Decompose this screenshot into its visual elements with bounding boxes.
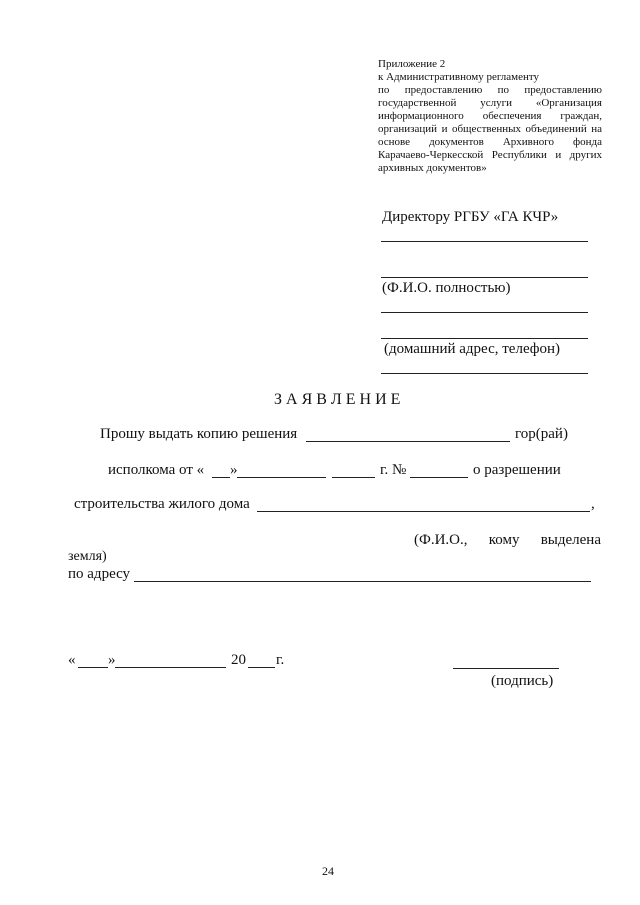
executive-committee-text: исполкома от « [108, 462, 205, 478]
appendix-line: государственной услуги «Организация [378, 97, 602, 109]
house-blank [257, 511, 590, 512]
director-label: Директору РГБУ «ГА КЧР» [382, 209, 559, 225]
signature-blank [453, 668, 559, 669]
addressee-blank-line [381, 338, 588, 339]
month-blank [237, 477, 326, 478]
decision-blank [306, 441, 510, 442]
date-year-blank [248, 667, 275, 668]
page-title: З А Я В Л Е Н И Е [274, 391, 401, 408]
year-blank [332, 477, 375, 478]
address-label: по адресу [68, 566, 131, 582]
date-month-blank [115, 667, 226, 668]
addressee-blank-line [381, 241, 588, 242]
comma: , [591, 496, 595, 512]
fio-land-hint: (Ф.И.О., кому выделена [414, 532, 601, 548]
appendix-line: Карачаево-Черкесской Республики и других [378, 149, 602, 161]
appendix-regulation: к Административному регламенту [378, 71, 540, 83]
appendix-line: организаций и общественных объединений на [378, 123, 602, 135]
number-blank [410, 477, 468, 478]
land-text: земля) [68, 549, 107, 564]
signature-hint: (подпись) [491, 673, 554, 689]
year-prefix: 20 [231, 652, 246, 668]
request-text: Прошу выдать копию решения [100, 426, 298, 442]
appendix-line-last: архивных документов» [378, 162, 487, 174]
address-hint: (домашний адрес, телефон) [384, 341, 561, 357]
appendix-line: по предоставлению по предоставлению [378, 84, 602, 96]
fio-hint: (Ф.И.О. полностью) [382, 280, 511, 296]
appendix-title: Приложение 2 [378, 58, 446, 70]
addressee-blank-line [381, 373, 588, 374]
date-day-blank [78, 667, 108, 668]
number-label: г. № [380, 462, 407, 478]
year-suffix: г. [276, 652, 285, 668]
quote-close: » [230, 462, 238, 478]
day-blank [212, 477, 230, 478]
appendix-line: основе документов Архивного фонда [378, 136, 602, 148]
page-number: 24 [322, 864, 334, 878]
address-blank [134, 581, 591, 582]
construction-text: строительства жилого дома [74, 496, 250, 512]
city-district-label: гор(рай) [515, 426, 568, 442]
appendix-line: информационного обеспечения граждан, [378, 110, 602, 122]
permission-text: о разрешении [473, 462, 561, 478]
date-quote-close: » [108, 652, 116, 668]
date-quote-open: « [68, 652, 76, 668]
addressee-blank-line [381, 277, 588, 278]
addressee-blank-line [381, 312, 588, 313]
